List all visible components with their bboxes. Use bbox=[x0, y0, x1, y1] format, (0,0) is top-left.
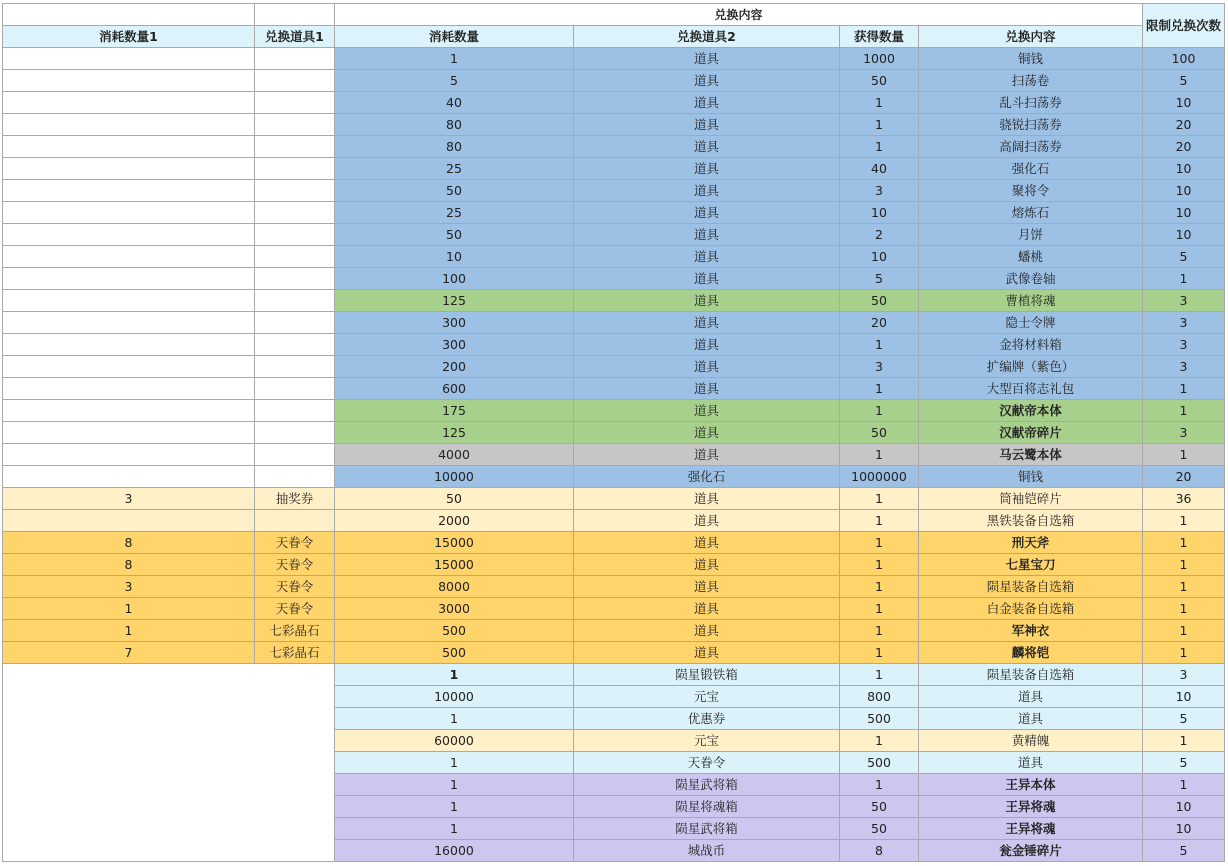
limit-cell: 5 bbox=[1143, 246, 1225, 268]
table-row bbox=[3, 136, 1225, 158]
cost2-cell: 125 bbox=[335, 422, 574, 444]
cost1-cell bbox=[3, 312, 255, 334]
cost2-cell: 1 bbox=[335, 818, 574, 840]
cost2-cell: 300 bbox=[335, 334, 574, 356]
table-row bbox=[3, 532, 1225, 554]
limit-cell: 1 bbox=[1143, 730, 1225, 752]
table-row bbox=[3, 158, 1225, 180]
table-row bbox=[3, 246, 1225, 268]
gain-cell: 1 bbox=[840, 136, 919, 158]
table-row bbox=[3, 598, 1225, 620]
table-row bbox=[3, 620, 1225, 642]
item1-cell bbox=[255, 378, 335, 400]
content-cell: 高阔扫荡券 bbox=[919, 136, 1143, 158]
cost2-cell: 1 bbox=[335, 664, 574, 686]
cost1-cell bbox=[3, 48, 255, 70]
content-cell: 白金装备自选箱 bbox=[919, 598, 1143, 620]
gain-cell: 1 bbox=[840, 774, 919, 796]
gain-cell: 1 bbox=[840, 400, 919, 422]
item2-cell: 陨星武将箱 bbox=[574, 774, 840, 796]
item2-cell: 道具 bbox=[574, 576, 840, 598]
gain-cell: 50 bbox=[840, 796, 919, 818]
cost2-cell: 1 bbox=[335, 796, 574, 818]
content-cell: 王异本体 bbox=[919, 774, 1143, 796]
cost2-cell: 80 bbox=[335, 114, 574, 136]
gain-cell: 3 bbox=[840, 180, 919, 202]
limit-cell: 20 bbox=[1143, 136, 1225, 158]
content-cell: 强化石 bbox=[919, 158, 1143, 180]
header-cost1: 消耗数量1 bbox=[3, 26, 255, 48]
gain-cell: 2 bbox=[840, 224, 919, 246]
item2-cell: 道具 bbox=[574, 554, 840, 576]
content-cell: 铜钱 bbox=[919, 48, 1143, 70]
gain-cell: 20 bbox=[840, 312, 919, 334]
table-row bbox=[3, 224, 1225, 246]
cost1-cell bbox=[3, 180, 255, 202]
content-cell: 王异将魂 bbox=[919, 818, 1143, 840]
cost1-cell bbox=[3, 466, 255, 488]
item1-cell bbox=[255, 510, 335, 532]
cost2-cell: 5 bbox=[335, 70, 574, 92]
cost1-cell: 3 bbox=[3, 576, 255, 598]
content-cell: 军神衣 bbox=[919, 620, 1143, 642]
item2-cell: 道具 bbox=[574, 642, 840, 664]
cost1-cell bbox=[3, 356, 255, 378]
content-cell: 大型百将志礼包 bbox=[919, 378, 1143, 400]
header-gain: 获得数量 bbox=[840, 26, 919, 48]
gain-cell: 1 bbox=[840, 510, 919, 532]
limit-cell: 10 bbox=[1143, 158, 1225, 180]
header-blank-1 bbox=[3, 4, 255, 26]
item1-cell bbox=[255, 334, 335, 356]
cost1-cell bbox=[3, 202, 255, 224]
gain-cell: 40 bbox=[840, 158, 919, 180]
header-item2: 兑换道具2 bbox=[574, 26, 840, 48]
limit-cell: 1 bbox=[1143, 598, 1225, 620]
item2-cell: 陨星武将箱 bbox=[574, 818, 840, 840]
gain-cell: 3 bbox=[840, 356, 919, 378]
limit-cell: 10 bbox=[1143, 818, 1225, 840]
item1-cell bbox=[255, 400, 335, 422]
content-cell: 王异将魂 bbox=[919, 796, 1143, 818]
content-cell: 七星宝刀 bbox=[919, 554, 1143, 576]
header-row-2 bbox=[3, 26, 1225, 48]
content-cell: 刑天斧 bbox=[919, 532, 1143, 554]
cost1-cell bbox=[3, 268, 255, 290]
item1-cell bbox=[255, 70, 335, 92]
cost2-cell: 10000 bbox=[335, 686, 574, 708]
item2-cell: 道具 bbox=[574, 356, 840, 378]
item2-cell: 城战币 bbox=[574, 840, 840, 862]
cost1-cell: 7 bbox=[3, 642, 255, 664]
limit-cell: 5 bbox=[1143, 70, 1225, 92]
item2-cell: 道具 bbox=[574, 378, 840, 400]
cost2-cell: 50 bbox=[335, 180, 574, 202]
cost2-cell: 25 bbox=[335, 202, 574, 224]
item2-cell: 道具 bbox=[574, 92, 840, 114]
gain-cell: 50 bbox=[840, 818, 919, 840]
item1-cell: 抽奖券 bbox=[255, 488, 335, 510]
item2-cell: 元宝 bbox=[574, 686, 840, 708]
content-cell: 蟠桃 bbox=[919, 246, 1143, 268]
cost2-cell: 100 bbox=[335, 268, 574, 290]
cost1-cell: 3 bbox=[3, 488, 255, 510]
header-limit: 限制兑换次数 bbox=[1143, 4, 1225, 48]
table-row bbox=[3, 356, 1225, 378]
item2-cell: 陨星锻铁箱 bbox=[574, 664, 840, 686]
item2-cell: 道具 bbox=[574, 290, 840, 312]
content-cell: 道具 bbox=[919, 752, 1143, 774]
cost2-cell: 600 bbox=[335, 378, 574, 400]
content-cell: 黄精魄 bbox=[919, 730, 1143, 752]
cost1-cell bbox=[3, 290, 255, 312]
gain-cell: 1 bbox=[840, 664, 919, 686]
item2-cell: 道具 bbox=[574, 158, 840, 180]
item2-cell: 道具 bbox=[574, 620, 840, 642]
limit-cell: 5 bbox=[1143, 752, 1225, 774]
cost1-cell bbox=[3, 136, 255, 158]
gain-cell: 1 bbox=[840, 378, 919, 400]
limit-cell: 1 bbox=[1143, 268, 1225, 290]
table-row bbox=[3, 444, 1225, 466]
item2-cell: 道具 bbox=[574, 224, 840, 246]
header-row-1 bbox=[3, 4, 1225, 26]
gain-cell: 1 bbox=[840, 598, 919, 620]
content-cell: 聚将令 bbox=[919, 180, 1143, 202]
content-cell: 筒袖铠碎片 bbox=[919, 488, 1143, 510]
limit-cell: 1 bbox=[1143, 554, 1225, 576]
cost2-cell: 25 bbox=[335, 158, 574, 180]
table-row bbox=[3, 378, 1225, 400]
cost2-cell: 2000 bbox=[335, 510, 574, 532]
cost1-cell bbox=[3, 378, 255, 400]
item1-cell bbox=[255, 356, 335, 378]
item2-cell: 元宝 bbox=[574, 730, 840, 752]
cost1-cell bbox=[3, 114, 255, 136]
limit-cell: 10 bbox=[1143, 180, 1225, 202]
content-cell: 汉献帝本体 bbox=[919, 400, 1143, 422]
gain-cell: 1 bbox=[840, 488, 919, 510]
table-row bbox=[3, 664, 1225, 686]
content-cell: 铜钱 bbox=[919, 466, 1143, 488]
limit-cell: 1 bbox=[1143, 642, 1225, 664]
cost1-cell bbox=[3, 422, 255, 444]
cost1-cell: 1 bbox=[3, 598, 255, 620]
cost2-cell: 1 bbox=[335, 708, 574, 730]
gain-cell: 1 bbox=[840, 554, 919, 576]
limit-cell: 5 bbox=[1143, 708, 1225, 730]
gain-cell: 1 bbox=[840, 642, 919, 664]
gain-cell: 1 bbox=[840, 576, 919, 598]
header-blank-2 bbox=[255, 4, 335, 26]
cost1-cell bbox=[3, 334, 255, 356]
content-cell: 骁锐扫荡券 bbox=[919, 114, 1143, 136]
header-exchange-content: 兑换内容 bbox=[335, 4, 1143, 26]
item2-cell: 优惠券 bbox=[574, 708, 840, 730]
item2-cell: 道具 bbox=[574, 136, 840, 158]
cost1-cell bbox=[3, 158, 255, 180]
gain-cell: 1 bbox=[840, 730, 919, 752]
cost2-cell: 4000 bbox=[335, 444, 574, 466]
header-item1: 兑换道具1 bbox=[255, 26, 335, 48]
cost1-cell: 8 bbox=[3, 554, 255, 576]
content-cell: 汉献帝碎片 bbox=[919, 422, 1143, 444]
table-row bbox=[3, 554, 1225, 576]
content-cell: 马云鹭本体 bbox=[919, 444, 1143, 466]
table-row bbox=[3, 114, 1225, 136]
content-cell: 月饼 bbox=[919, 224, 1143, 246]
item1-cell bbox=[255, 290, 335, 312]
item1-cell bbox=[255, 202, 335, 224]
blank-merged-cell bbox=[3, 664, 335, 862]
cost2-cell: 200 bbox=[335, 356, 574, 378]
limit-cell: 1 bbox=[1143, 444, 1225, 466]
item2-cell: 道具 bbox=[574, 334, 840, 356]
limit-cell: 100 bbox=[1143, 48, 1225, 70]
item1-cell bbox=[255, 48, 335, 70]
limit-cell: 10 bbox=[1143, 686, 1225, 708]
gain-cell: 1 bbox=[840, 334, 919, 356]
cost2-cell: 50 bbox=[335, 488, 574, 510]
cost2-cell: 1 bbox=[335, 48, 574, 70]
limit-cell: 1 bbox=[1143, 576, 1225, 598]
item1-cell bbox=[255, 312, 335, 334]
table-row bbox=[3, 334, 1225, 356]
limit-cell: 20 bbox=[1143, 114, 1225, 136]
item2-cell: 道具 bbox=[574, 488, 840, 510]
content-cell: 黑铁装备自选箱 bbox=[919, 510, 1143, 532]
item2-cell: 道具 bbox=[574, 598, 840, 620]
item2-cell: 道具 bbox=[574, 48, 840, 70]
item1-cell: 天眷令 bbox=[255, 532, 335, 554]
item1-cell bbox=[255, 224, 335, 246]
item1-cell: 天眷令 bbox=[255, 598, 335, 620]
gain-cell: 1 bbox=[840, 620, 919, 642]
cost1-cell: 8 bbox=[3, 532, 255, 554]
limit-cell: 3 bbox=[1143, 422, 1225, 444]
cost1-cell bbox=[3, 224, 255, 246]
limit-cell: 20 bbox=[1143, 466, 1225, 488]
limit-cell: 1 bbox=[1143, 620, 1225, 642]
gain-cell: 50 bbox=[840, 422, 919, 444]
cost2-cell: 10000 bbox=[335, 466, 574, 488]
gain-cell: 1000000 bbox=[840, 466, 919, 488]
cost2-cell: 40 bbox=[335, 92, 574, 114]
item2-cell: 道具 bbox=[574, 532, 840, 554]
gain-cell: 50 bbox=[840, 290, 919, 312]
item1-cell bbox=[255, 158, 335, 180]
item1-cell bbox=[255, 444, 335, 466]
gain-cell: 5 bbox=[840, 268, 919, 290]
item2-cell: 道具 bbox=[574, 422, 840, 444]
table-row bbox=[3, 70, 1225, 92]
cost2-cell: 80 bbox=[335, 136, 574, 158]
limit-cell: 1 bbox=[1143, 532, 1225, 554]
item2-cell: 道具 bbox=[574, 400, 840, 422]
limit-cell: 10 bbox=[1143, 202, 1225, 224]
cost2-cell: 500 bbox=[335, 620, 574, 642]
item1-cell bbox=[255, 92, 335, 114]
exchange-table bbox=[2, 3, 1225, 862]
cost2-cell: 500 bbox=[335, 642, 574, 664]
content-cell: 武像卷轴 bbox=[919, 268, 1143, 290]
limit-cell: 5 bbox=[1143, 840, 1225, 862]
content-cell: 瓮金锤碎片 bbox=[919, 840, 1143, 862]
gain-cell: 1 bbox=[840, 532, 919, 554]
item2-cell: 道具 bbox=[574, 268, 840, 290]
cost2-cell: 125 bbox=[335, 290, 574, 312]
table-row bbox=[3, 202, 1225, 224]
limit-cell: 10 bbox=[1143, 224, 1225, 246]
item1-cell bbox=[255, 246, 335, 268]
cost2-cell: 15000 bbox=[335, 532, 574, 554]
gain-cell: 1 bbox=[840, 92, 919, 114]
limit-cell: 36 bbox=[1143, 488, 1225, 510]
gain-cell: 8 bbox=[840, 840, 919, 862]
item1-cell bbox=[255, 136, 335, 158]
limit-cell: 1 bbox=[1143, 400, 1225, 422]
cost2-cell: 1 bbox=[335, 752, 574, 774]
item1-cell: 天眷令 bbox=[255, 554, 335, 576]
cost1-cell: 1 bbox=[3, 620, 255, 642]
table-row bbox=[3, 92, 1225, 114]
gain-cell: 500 bbox=[840, 708, 919, 730]
cost2-cell: 50 bbox=[335, 224, 574, 246]
cost2-cell: 60000 bbox=[335, 730, 574, 752]
cost1-cell bbox=[3, 92, 255, 114]
table-row bbox=[3, 642, 1225, 664]
content-cell: 道具 bbox=[919, 686, 1143, 708]
cost2-cell: 175 bbox=[335, 400, 574, 422]
item1-cell: 七彩晶石 bbox=[255, 620, 335, 642]
item2-cell: 道具 bbox=[574, 180, 840, 202]
table-row bbox=[3, 466, 1225, 488]
limit-cell: 1 bbox=[1143, 378, 1225, 400]
item2-cell: 道具 bbox=[574, 444, 840, 466]
limit-cell: 1 bbox=[1143, 774, 1225, 796]
cost2-cell: 16000 bbox=[335, 840, 574, 862]
item2-cell: 道具 bbox=[574, 202, 840, 224]
gain-cell: 1000 bbox=[840, 48, 919, 70]
item2-cell: 道具 bbox=[574, 70, 840, 92]
header-cost2: 消耗数量 bbox=[335, 26, 574, 48]
table-row bbox=[3, 312, 1225, 334]
cost2-cell: 8000 bbox=[335, 576, 574, 598]
content-cell: 麟将铠 bbox=[919, 642, 1143, 664]
content-cell: 陨星装备自选箱 bbox=[919, 664, 1143, 686]
limit-cell: 10 bbox=[1143, 92, 1225, 114]
item1-cell bbox=[255, 180, 335, 202]
table-row bbox=[3, 510, 1225, 532]
limit-cell: 3 bbox=[1143, 356, 1225, 378]
table-row bbox=[3, 400, 1225, 422]
limit-cell: 3 bbox=[1143, 290, 1225, 312]
gain-cell: 50 bbox=[840, 70, 919, 92]
content-cell: 陨星装备自选箱 bbox=[919, 576, 1143, 598]
item2-cell: 道具 bbox=[574, 246, 840, 268]
cost1-cell bbox=[3, 246, 255, 268]
item1-cell: 七彩晶石 bbox=[255, 642, 335, 664]
cost2-cell: 10 bbox=[335, 246, 574, 268]
content-cell: 扫荡卷 bbox=[919, 70, 1143, 92]
table-row bbox=[3, 180, 1225, 202]
item2-cell: 陨星将魂箱 bbox=[574, 796, 840, 818]
table-row bbox=[3, 290, 1225, 312]
gain-cell: 10 bbox=[840, 202, 919, 224]
table-row bbox=[3, 268, 1225, 290]
gain-cell: 1 bbox=[840, 444, 919, 466]
limit-cell: 1 bbox=[1143, 510, 1225, 532]
cost1-cell bbox=[3, 400, 255, 422]
content-cell: 隐士令牌 bbox=[919, 312, 1143, 334]
item2-cell: 道具 bbox=[574, 510, 840, 532]
cost2-cell: 15000 bbox=[335, 554, 574, 576]
table-row bbox=[3, 48, 1225, 70]
cost1-cell bbox=[3, 70, 255, 92]
item2-cell: 强化石 bbox=[574, 466, 840, 488]
cost2-cell: 3000 bbox=[335, 598, 574, 620]
gain-cell: 500 bbox=[840, 752, 919, 774]
content-cell: 熔炼石 bbox=[919, 202, 1143, 224]
limit-cell: 3 bbox=[1143, 664, 1225, 686]
gain-cell: 10 bbox=[840, 246, 919, 268]
cost1-cell bbox=[3, 510, 255, 532]
item2-cell: 道具 bbox=[574, 312, 840, 334]
cost2-cell: 1 bbox=[335, 774, 574, 796]
header-content: 兑换内容 bbox=[919, 26, 1143, 48]
item1-cell: 天眷令 bbox=[255, 576, 335, 598]
table-row bbox=[3, 422, 1225, 444]
content-cell: 曹植将魂 bbox=[919, 290, 1143, 312]
item1-cell bbox=[255, 422, 335, 444]
item2-cell: 天眷令 bbox=[574, 752, 840, 774]
table-row bbox=[3, 488, 1225, 510]
item1-cell bbox=[255, 114, 335, 136]
cost2-cell: 300 bbox=[335, 312, 574, 334]
limit-cell: 10 bbox=[1143, 796, 1225, 818]
table-row bbox=[3, 576, 1225, 598]
limit-cell: 3 bbox=[1143, 334, 1225, 356]
content-cell: 金将材料箱 bbox=[919, 334, 1143, 356]
limit-cell: 3 bbox=[1143, 312, 1225, 334]
item1-cell bbox=[255, 268, 335, 290]
cost1-cell bbox=[3, 444, 255, 466]
content-cell: 乱斗扫荡券 bbox=[919, 92, 1143, 114]
item2-cell: 道具 bbox=[574, 114, 840, 136]
content-cell: 道具 bbox=[919, 708, 1143, 730]
content-cell: 扩编牌（紫色） bbox=[919, 356, 1143, 378]
gain-cell: 800 bbox=[840, 686, 919, 708]
gain-cell: 1 bbox=[840, 114, 919, 136]
item1-cell bbox=[255, 466, 335, 488]
